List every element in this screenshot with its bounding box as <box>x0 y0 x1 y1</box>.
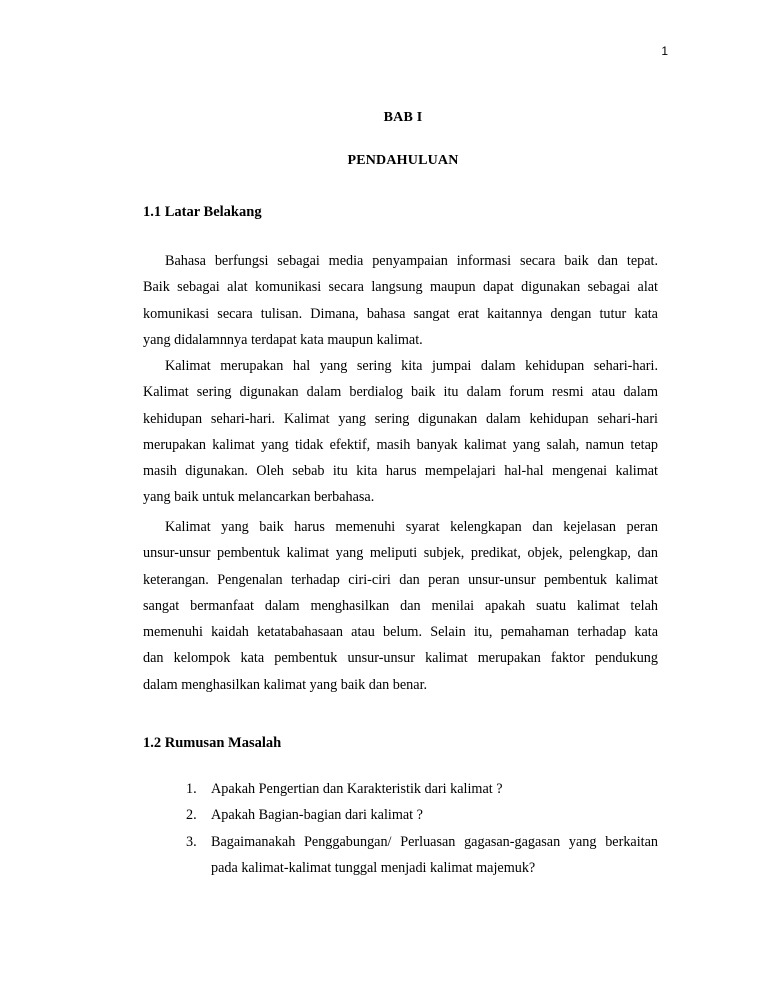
paragraph-line: masih digunakan. Oleh sebab itu kita harus mempelajari hal-hal mengenai kalimat <box>143 463 658 480</box>
paragraph-2 <box>143 353 658 511</box>
paragraph-line: sangat bermanfaat dalam menghasilkan dan menilai apakah suatu kalimat telah <box>143 597 658 614</box>
paragraph-line: komunikasi secara tulisan. Dimana, bahasa sangat erat kaitannya dengan tutur kata <box>143 305 658 322</box>
paragraph-line: yang didalamnnya terdapat kata maupun kalimat. <box>143 331 423 348</box>
list-item-text: Bagaimanakah Penggabungan/ Perluasan gagasan-gagasan yang berkaitan <box>211 833 658 850</box>
page-number: 1 <box>661 44 668 58</box>
chapter-title: BAB I <box>383 110 423 125</box>
paragraph-3 <box>143 514 658 698</box>
list-item <box>186 829 658 882</box>
paragraph-1 <box>143 248 658 353</box>
list-item-number: 1. <box>186 781 197 797</box>
paragraph-line: unsur-unsur pembentuk kalimat yang meliputi subjek, predikat, objek, pelengkap, dan <box>143 545 658 562</box>
paragraph-line: yang baik untuk melancarkan berbahasa. <box>143 489 375 506</box>
paragraph-line: keterangan. Pengenalan terhadap ciri-ciri dan peran unsur-unsur pembentuk kalimat <box>143 571 658 588</box>
list-item-text: Apakah Bagian-bagian dari kalimat ? <box>211 807 423 824</box>
paragraph-line: Kalimat merupakan hal yang sering kita jumpai dalam kehidupan sehari-hari. <box>165 358 658 374</box>
paragraph-line: memenuhi kaidah ketatabahasaan atau belum. Selain itu, pemahaman terhadap kata <box>143 624 658 641</box>
list-item-number: 3. <box>186 833 197 850</box>
list-item-text: pada kalimat-kalimat tunggal menjadi kalimat majemuk? <box>211 859 536 876</box>
chapter-subtitle: PENDAHULUAN <box>347 153 459 168</box>
list-item-text: Apakah Pengertian dan Karakteristik dari kalimat ? <box>211 781 503 797</box>
section-heading-latar-belakang: 1.1 Latar Belakang <box>143 204 262 220</box>
list-item <box>186 802 658 828</box>
list-item-number: 2. <box>186 807 197 824</box>
paragraph-line: dalam menghasilkan kalimat yang baik dan benar. <box>143 676 428 693</box>
paragraph-line: Bahasa berfungsi sebagai media penyampaian informasi secara baik dan tepat. <box>165 253 658 269</box>
paragraph-line: Baik sebagai alat komunikasi secara langsung maupun dapat digunakan sebagai alat <box>143 279 658 296</box>
paragraph-line: Kalimat sering digunakan dalam berdialog baik itu dalam forum resmi atau dalam <box>143 384 658 401</box>
paragraph-line: merupakan kalimat yang tidak efektif, masih banyak kalimat yang salah, namun tetap <box>143 436 658 453</box>
question-list <box>186 776 658 881</box>
paragraph-line: dan kelompok kata pembentuk unsur-unsur kalimat merupakan faktor pendukung <box>143 650 658 667</box>
list-item <box>186 776 658 802</box>
paragraph-line: Kalimat yang baik harus memenuhi syarat kelengkapan dan kejelasan peran <box>165 519 658 535</box>
section-heading-rumusan-masalah: 1.2 Rumusan Masalah <box>143 735 282 751</box>
paragraph-line: kehidupan sehari-hari. Kalimat yang sering digunakan dalam kehidupan sehari-hari <box>143 410 658 427</box>
